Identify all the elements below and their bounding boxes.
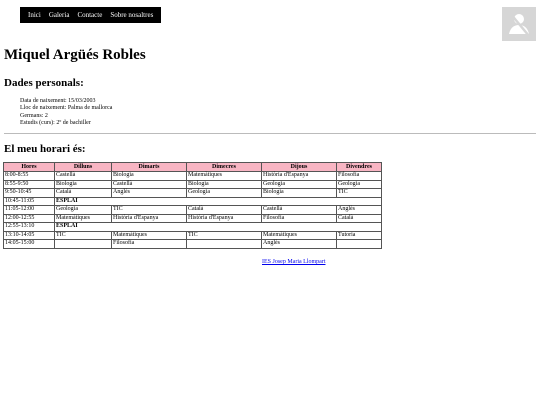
nav-link-sobre-nosaltres[interactable]: Sobre nosaltres: [110, 11, 154, 19]
table-row: [4, 231, 382, 240]
table-row-break: [4, 223, 382, 232]
schedule-heading: El meu horari és:: [4, 143, 86, 155]
table-cell: Anglès: [262, 240, 337, 249]
table-cell: Filosofia: [112, 240, 187, 249]
time-cell: 8:55-9:50: [4, 180, 55, 189]
table-cell: Geologia: [337, 180, 382, 189]
table-row: [4, 172, 382, 181]
table-cell: Tutoria: [337, 231, 382, 240]
table-row: [4, 180, 382, 189]
header-divendres: Divendres: [337, 163, 382, 172]
break-cell: ESPLAI: [55, 197, 382, 206]
timetable-header-row: [4, 163, 382, 172]
table-cell: Filosofia: [337, 172, 382, 181]
table-cell: Història d'Espanya: [187, 214, 262, 223]
time-cell: 10:45-11:05: [4, 197, 55, 206]
header-dimarts: Dimarts: [112, 163, 187, 172]
table-cell: Castellà: [262, 206, 337, 215]
user-placeholder-icon: [502, 7, 536, 41]
table-cell: TIC: [112, 206, 187, 215]
time-cell: 12:55-13:10: [4, 223, 55, 232]
table-cell: Biologia: [55, 180, 112, 189]
horizontal-divider: [4, 133, 536, 134]
timetable: [3, 162, 382, 249]
school-link[interactable]: IES Josep Maria Llompart: [262, 259, 326, 265]
personal-info-block: [20, 98, 112, 127]
birth-date-text: Data de naixement: 15/03/2003: [20, 98, 96, 104]
nav-link-inici[interactable]: Inici: [28, 11, 41, 19]
table-cell: TIC: [187, 231, 262, 240]
time-cell: 9:50-10:45: [4, 189, 55, 198]
table-cell: Biologia: [187, 180, 262, 189]
table-cell: Català: [187, 206, 262, 215]
table-row: [4, 214, 382, 223]
table-row-break: [4, 197, 382, 206]
table-cell: Anglès: [112, 189, 187, 198]
table-cell: Geologia: [262, 180, 337, 189]
table-cell: Geologia: [55, 206, 112, 215]
table-cell: Geologia: [187, 189, 262, 198]
table-cell: Matemàtiques: [55, 214, 112, 223]
break-cell: ESPLAI: [55, 223, 382, 232]
table-cell: Història d'Espanya: [112, 214, 187, 223]
table-cell: Matemàtiques: [262, 231, 337, 240]
time-cell: 8:00-8:55: [4, 172, 55, 181]
studies-text: Estudis (curs): 2º de bachiller: [20, 119, 91, 126]
table-cell: [337, 240, 382, 249]
siblings-text: Germans: 2: [20, 112, 48, 119]
table-cell: Castellà: [112, 180, 187, 189]
nav-link-contacte[interactable]: Contacte: [77, 11, 103, 19]
header-dilluns: Dilluns: [55, 163, 112, 172]
table-cell: TIC: [337, 189, 382, 198]
table-cell: Biologia: [262, 189, 337, 198]
nav-link-galeria[interactable]: Galeria: [48, 11, 70, 19]
header-dijous: Dijous: [262, 163, 337, 172]
personal-data-heading: Dades personals:: [4, 77, 84, 89]
time-cell: 14:05-15:00: [4, 240, 55, 249]
table-row: [4, 240, 382, 249]
table-row: [4, 206, 382, 215]
table-cell: Anglès: [337, 206, 382, 215]
time-cell: 12:00-12:55: [4, 214, 55, 223]
time-cell: 11:05-12:00: [4, 206, 55, 215]
table-cell: Castellà: [55, 172, 112, 181]
birth-place-text: Lloc de naixement: Palma de mallorca: [20, 105, 113, 112]
table-row: [4, 189, 382, 198]
table-cell: Matemàtiques: [112, 231, 187, 240]
top-nav: [20, 7, 161, 23]
page-title: Miquel Argüés Robles: [4, 47, 146, 63]
table-cell: [187, 240, 262, 249]
table-cell: Català: [337, 214, 382, 223]
table-cell: Filosofia: [262, 214, 337, 223]
header-dimecres: Dimecres: [187, 163, 262, 172]
table-cell: Matemàtiques: [187, 172, 262, 181]
time-cell: 13:10-14:05: [4, 231, 55, 240]
table-cell: Biologia: [112, 172, 187, 181]
table-cell: Història d'Espanya: [262, 172, 337, 181]
table-cell: [55, 240, 112, 249]
header-hores: Hores: [4, 163, 55, 172]
table-cell: TIC: [55, 231, 112, 240]
table-cell: Català: [55, 189, 112, 198]
